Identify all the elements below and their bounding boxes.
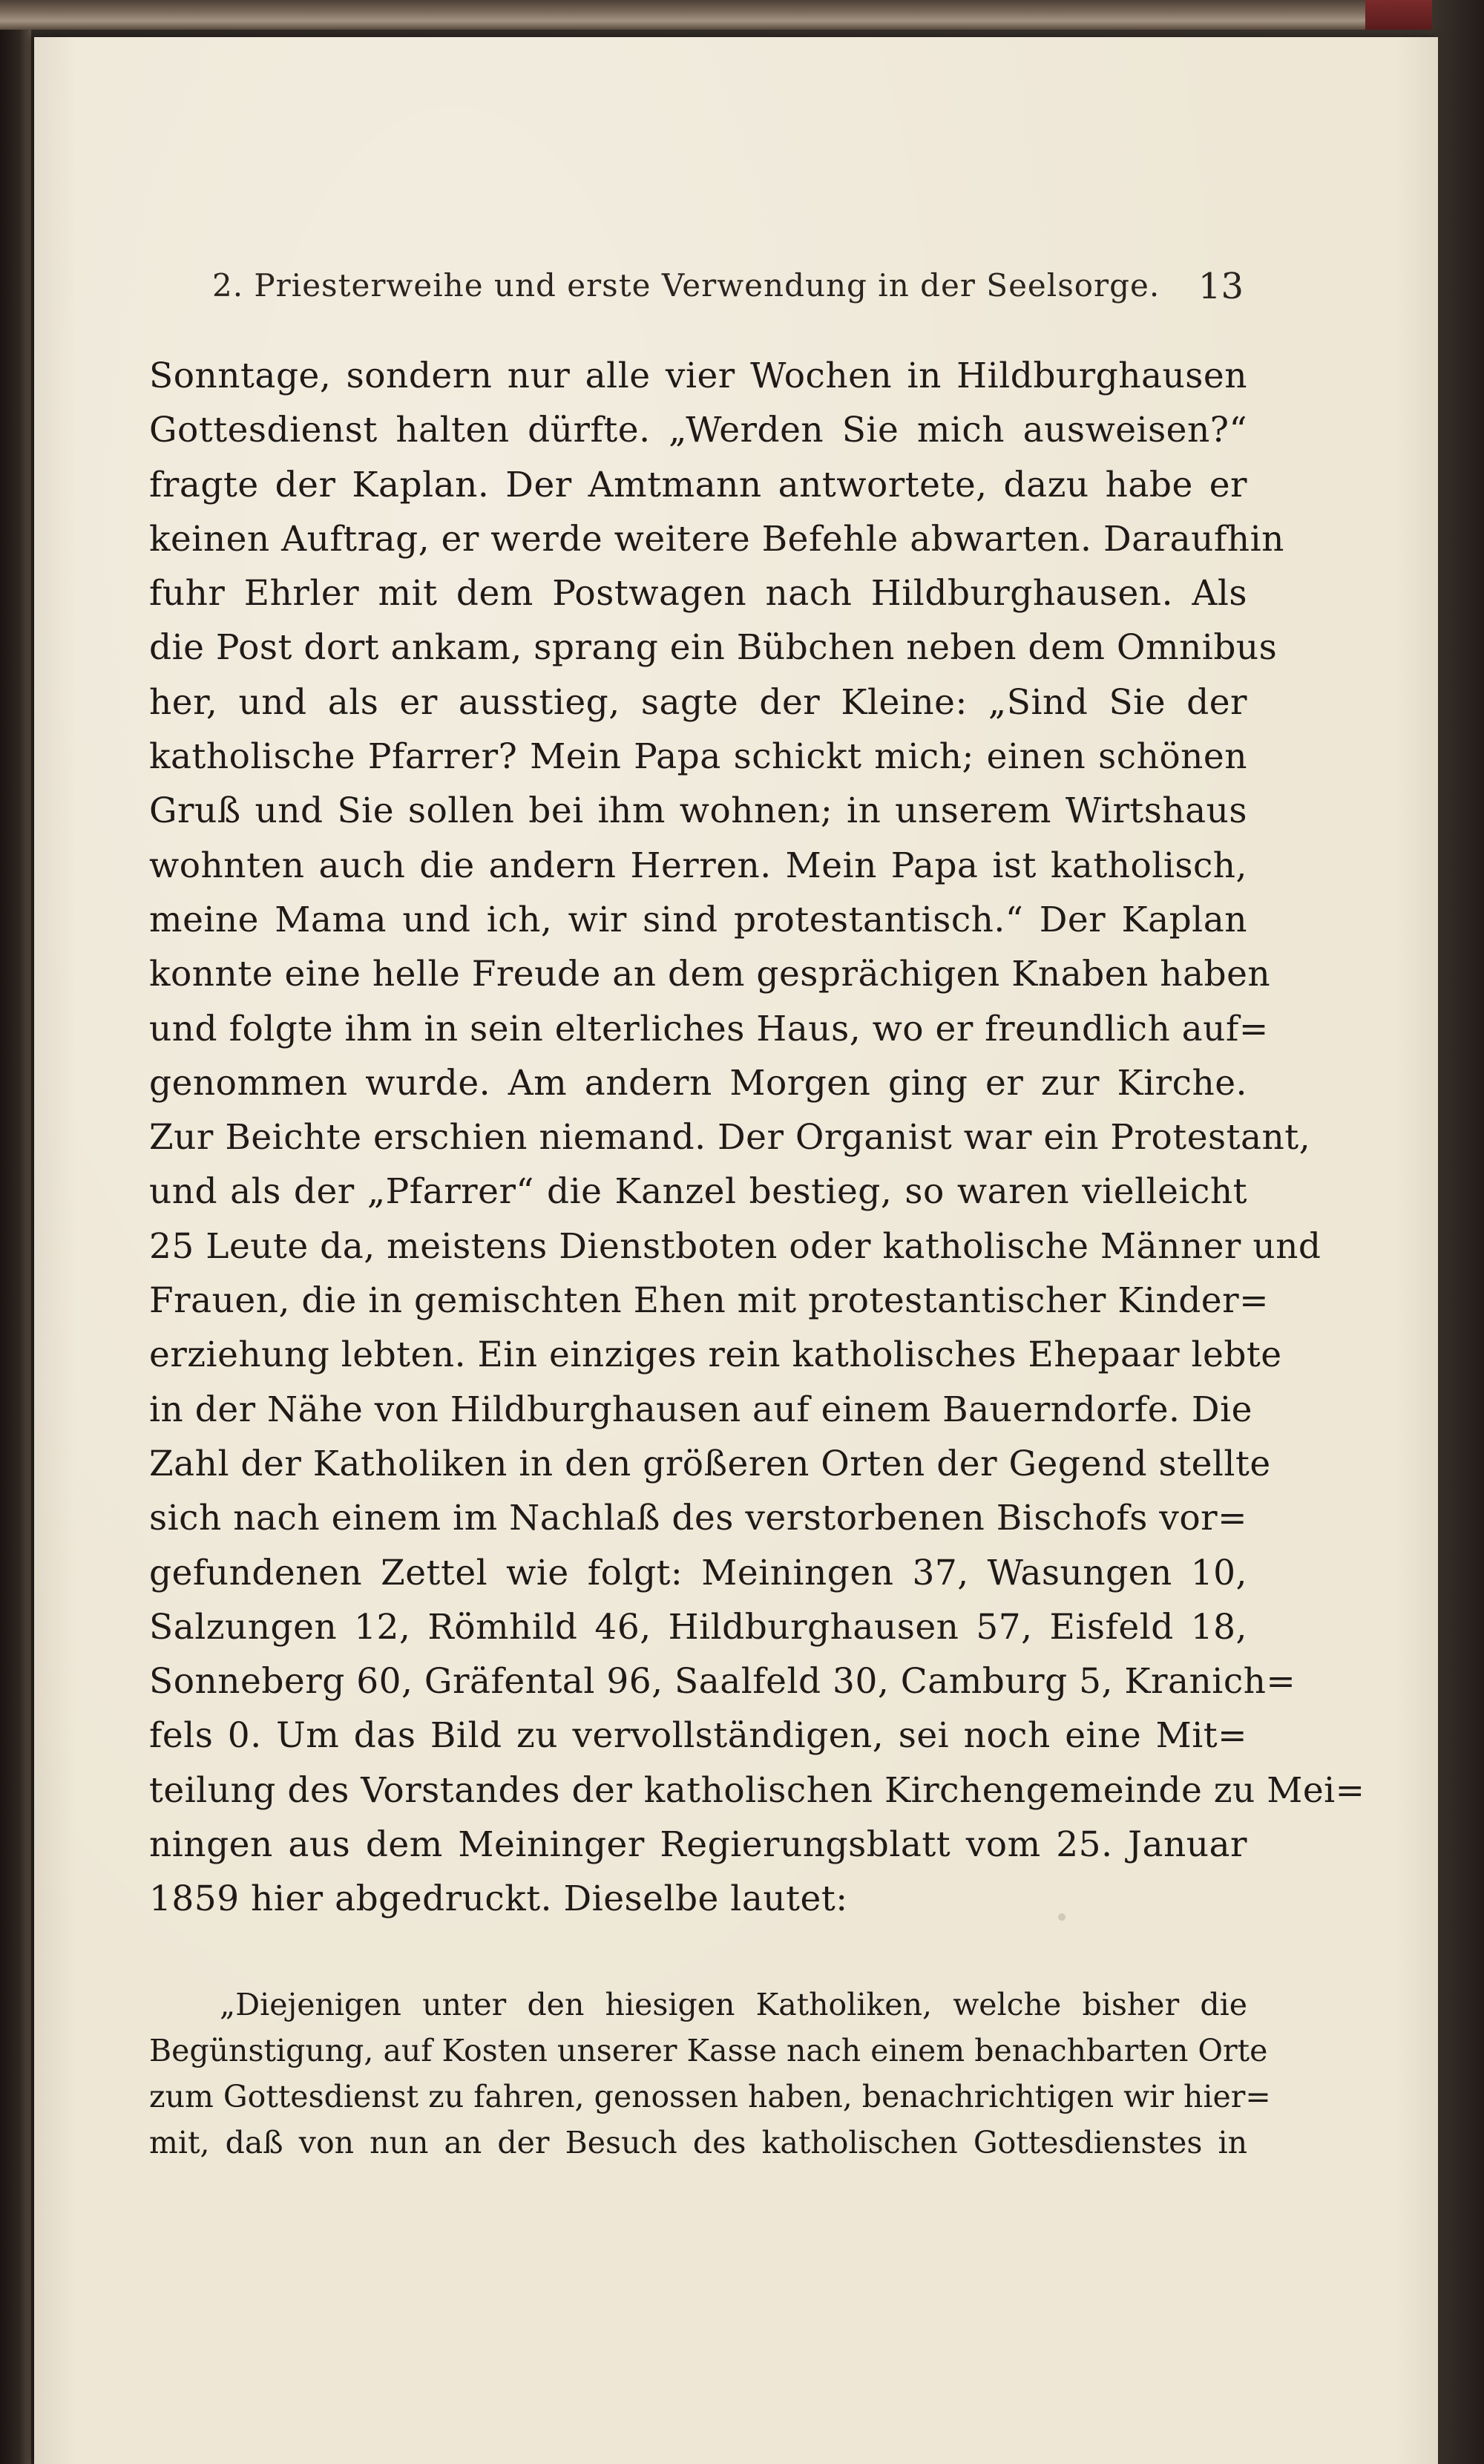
text-line: Sonntage, sondern nur alle vier Wochen in Hildburghausen <box>149 355 1247 396</box>
text-line: keinen Auftrag, er werde weitere Befehle abwarten. Daraufhin <box>149 518 1284 560</box>
text-line: katholische Pfarrer? Mein Papa schickt mich; einen schönen <box>149 736 1247 778</box>
quote-line: Begünstigung, auf Kosten unserer Kasse nach einem benachbarten Orte <box>149 2033 1268 2068</box>
text-line: gefundenen Zettel wie folgt: Meiningen 37, Wasungen 10, <box>149 1552 1247 1593</box>
body-text <box>149 349 1365 1927</box>
text-line: sich nach einem im Nachlaß des verstorbenen Bischofs vor= <box>149 1498 1247 1539</box>
text-line: Zur Beichte erschien niemand. Der Organist war ein Protestant, <box>149 1117 1311 1159</box>
paper-spot <box>1058 1913 1066 1921</box>
text-line: teilung des Vorstandes der katholischen Kirchengemeinde zu Mei= <box>149 1769 1365 1811</box>
text-line: Salzungen 12, Römhild 46, Hildburghausen 57, Eisfeld 18, <box>149 1606 1247 1648</box>
text-line: Gruß und Sie sollen bei ihm wohnen; in unserem Wirtshaus <box>149 790 1247 832</box>
text-line: Frauen, die in gemischten Ehen mit protestantischer Kinder= <box>149 1280 1269 1322</box>
book-page <box>34 37 1438 2464</box>
quote-line: „Diejenigen unter den hiesigen Katholiken, welche bisher die <box>220 1987 1247 2022</box>
text-line: her, und als er ausstieg, sagte der Kleine: „Sind Sie der <box>149 681 1247 723</box>
text-line: und folgte ihm in sein elterliches Haus, wo er freundlich auf= <box>149 1008 1269 1049</box>
book-spine-shadow <box>0 30 31 2464</box>
quote-line: zum Gottesdienst zu fahren, genossen haben, benachrichtigen wir hier= <box>149 2079 1271 2114</box>
text-line: die Post dort ankam, sprang ein Bübchen neben dem Omnibus <box>149 627 1278 669</box>
quoted-notice <box>149 1982 1271 2166</box>
quote-line: mit, daß von nun an der Besuch des katholischen Gottesdienstes in <box>149 2125 1247 2160</box>
page-header <box>212 260 1244 327</box>
page-number: 13 <box>1198 266 1244 307</box>
text-line: in der Nähe von Hildburghausen auf einem Bauerndorfe. Die <box>149 1389 1252 1430</box>
text-line: 1859 hier abgedruckt. Dieselbe lautet: <box>149 1878 848 1920</box>
page-stack-shadow <box>1432 0 1484 2464</box>
text-line: Sonneberg 60, Gräfental 96, Saalfeld 30, Camburg 5, Kranich= <box>149 1661 1296 1703</box>
book-top-edge <box>0 0 1454 30</box>
text-line: erziehung lebten. Ein einziges rein katholisches Ehepaar lebte <box>149 1334 1282 1376</box>
text-line: wohnten auch die andern Herren. Mein Papa ist katholisch, <box>149 845 1247 886</box>
text-line: und als der „Pfarrer“ die Kanzel bestieg, so waren vielleicht <box>149 1171 1247 1213</box>
text-line: Zahl der Katholiken in den größeren Orten der Gegend stellte <box>149 1443 1271 1484</box>
text-line: fuhr Ehrler mit dem Postwagen nach Hildburghausen. Als <box>149 573 1247 615</box>
running-title: 2. Priesterweihe und erste Verwendung in der Seelsorge. <box>212 267 1160 304</box>
text-line: Gottesdienst halten dürfte. „Werden Sie mich ausweisen?“ <box>149 410 1247 451</box>
text-line: fragte der Kaplan. Der Amtmann antwortete, dazu habe er <box>149 464 1247 505</box>
text-line: meine Mama und ich, wir sind protestantisch.“ Der Kaplan <box>149 899 1247 940</box>
text-line: genommen wurde. Am andern Morgen ging er zur Kirche. <box>149 1062 1247 1104</box>
text-line: 25 Leute da, meistens Dienstboten oder katholische Männer und <box>149 1225 1322 1267</box>
text-line: fels 0. Um das Bild zu vervollständigen, sei noch eine Mit= <box>149 1715 1247 1757</box>
text-line: ningen aus dem Meininger Regierungsblatt vom 25. Januar <box>149 1824 1247 1866</box>
text-line: konnte eine helle Freude an dem gesprächigen Knaben haben <box>149 954 1271 995</box>
